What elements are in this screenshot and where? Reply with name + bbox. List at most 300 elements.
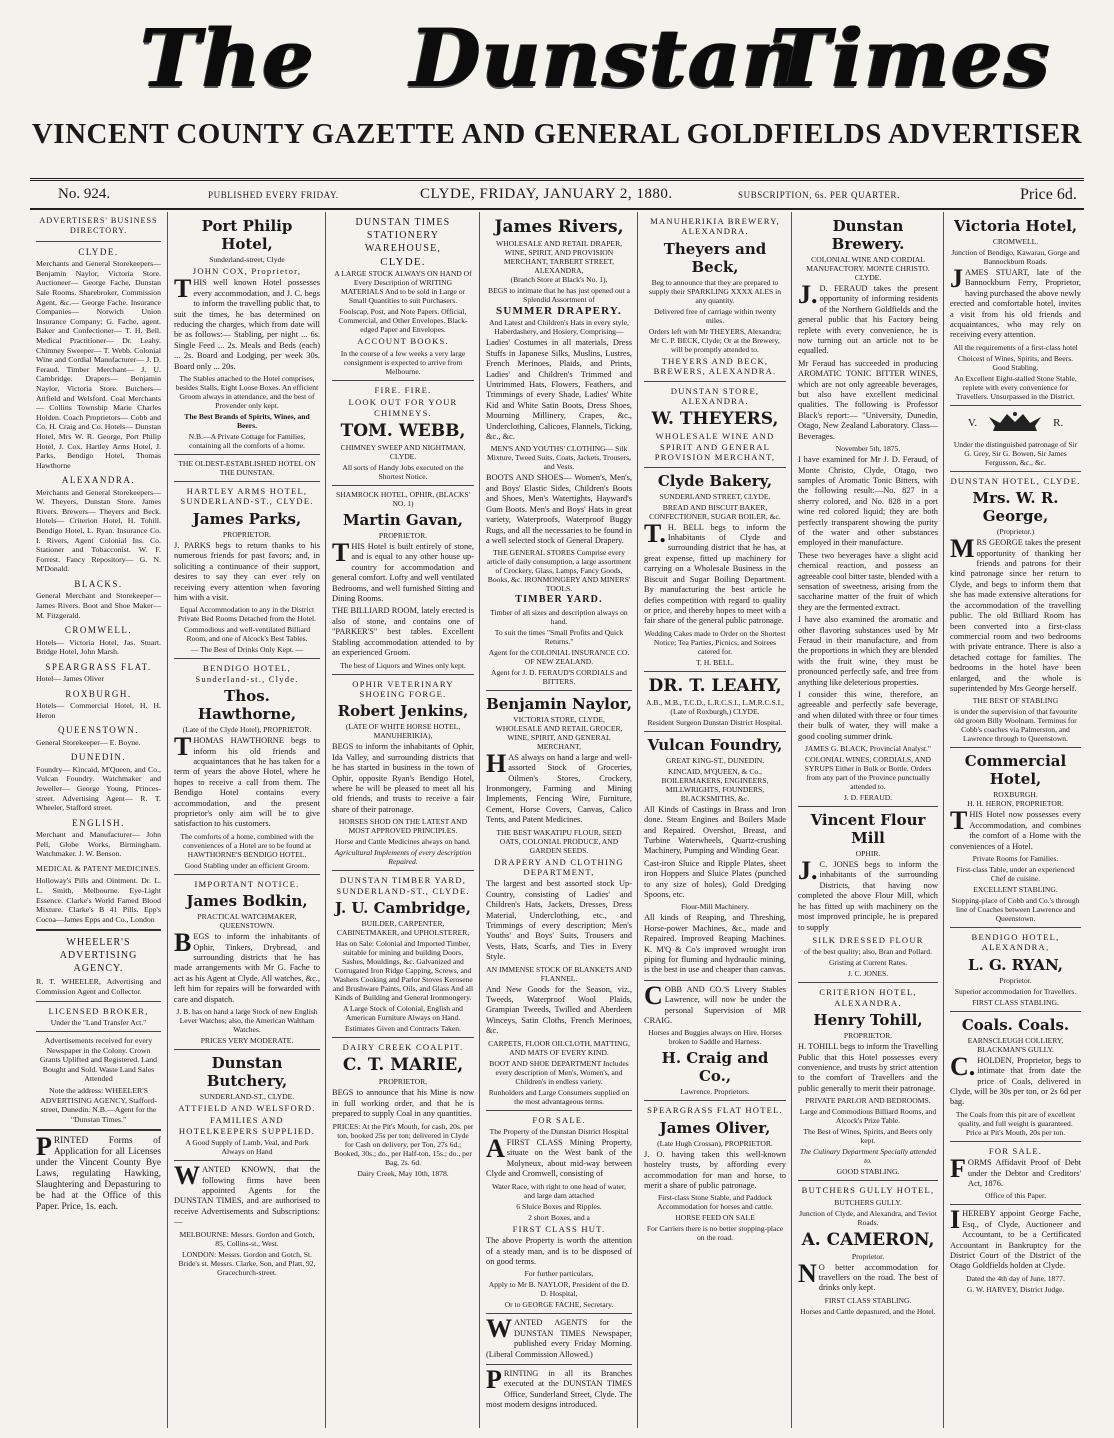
column-2 (167, 212, 324, 1428)
divider (36, 1001, 161, 1002)
vulcan-title: Vulcan Foundry, (647, 735, 783, 754)
wedding-cakes: Wedding Cakes made to Order on the Shortest Notice; Tea Parties, Picnics, and Soirees catered for. (644, 628, 786, 656)
stuart-stable: An Excellent Eight-stalled Stone Stable, replete with every convenience for Travellers. Unsurpassed in the District. (954, 373, 1077, 401)
black-sign: JAMES G. BLACK, Provincial Analyst." (804, 744, 932, 754)
dir-clyde-text: Merchants and General Storekeepers— Benjamin Naylor, Victoria Store. Auctioneer— George Fache, Dunstan Sale Rooms. Sharebroker, Commission Agent, &c.— George Fache. Insurance Companies— Norwich Union Insurance Company; G. Fache, agent. Baker and Confectioner— T. H. Bell. Medical Practitioner— Dr. Leahy. Chimney Sweeper— T. Webb. Colonial Wine and Cordial Manufacturer— J. D. Feraud. Timber Merchant— J. U. Cambridge. Drapers— Benjamin Naylor, Victoria Store. Butchers— Attfield and Welsford. Coal Merchants— Collins Township Marie Charles Holden. Coach Proprietors— Cobb and Co. H. Craig and Co. Hotels— Dunstan Hotel, Mrs W. R. George, Port Philip Hotel, J. Cox, Hartley Arms Hotel, J. Parks, Bendigo Hotel, Thomas Hawthorne (36, 259, 161, 470)
property-text: The above Property is worth the attention of a steady man, and is to be disposed of on good terms. (486, 1236, 632, 1266)
hawthorne-stabling: Good Stabling under an efficient Groom. (184, 860, 310, 870)
column-5 (637, 212, 790, 1428)
wheeler-adverts: Advertisements received for every Newspaper in the Colony. Crown Grants Uplifted and Registered. Land Bought and Sold. Waste Land Sales Attended (39, 1035, 158, 1084)
bell-sign: T. H. BELL. (695, 657, 735, 667)
marie-proprietor: PROPRIETOR, (378, 1077, 428, 1087)
naylor-carpets: CARPETS, FLOOR OILCLOTH, MATTING, AND MATS OF EVERY KIND. (488, 1038, 630, 1057)
feraud-text-5: I have also examined the aromatic and other flavoring substances used by Mr Feraud in their manufacture, and from the proportions in which they are blended with the fruit wine, they must be pronounced perfectly safe, and free from anything like deleterious properties. (798, 615, 938, 687)
divider (36, 1031, 161, 1032)
licensed-broker: LICENSED BROKER, (48, 1005, 149, 1016)
marie-date: Dairy Creek, May 10th, 1878. (357, 1168, 449, 1178)
dir-head-english: ENGLISH. (72, 817, 125, 828)
emblem-v: V. (967, 416, 978, 429)
dir-head-roxburgh: ROXBURGH. (65, 688, 132, 699)
feraud-date: November 5th, 1875. (835, 444, 901, 454)
land-transfer-act: Under the "Land Transfer Act." (50, 1017, 147, 1027)
dunstan-brewery-subtitle: COLONIAL WINE AND CORDIAL MANUFACTORY. MONTE CHRISTO. CLYDE. (806, 255, 930, 282)
divider (950, 1141, 1081, 1142)
butchery-text: A Good Supply of Lamb, Veal, and Pork Always on Hand (185, 1138, 309, 1157)
divider (644, 980, 786, 981)
divider (798, 982, 938, 983)
commercial-stabling: EXCELLENT STABLING. (973, 884, 1058, 894)
naylor-boots: BOOT AND SHOE DEPARTMENT Includes every description of Men's, Women's, and Children's in endless variety. (489, 1058, 629, 1086)
flour-mill-title: Vincent Flour Mill (810, 811, 926, 848)
column-1 (30, 212, 165, 1428)
dir-dunedin-text: Foundry— Kincaid, M'Queen, and Co., Vulcan Foundry. Watchmaker and Jeweller— George Young, Princes-street. Advertising Agent— R. T. Wheeler, Stafford street. (36, 764, 161, 813)
rivers-mens: MEN'S AND YOUTHS' CLOTHING— Silk Mixture, Tweed Suits, Coats, Jackets, Trousers, and Vests. (486, 444, 632, 472)
cambridge-subtitle: BUILDER, CARPENTER, CABINETMAKER, and UPHOLSTERER, (336, 918, 470, 937)
gristing: Gristing at Current Rates. (828, 958, 908, 968)
martin-gavan-proprietor: PROPRIETOR. (378, 531, 428, 541)
first-class-hut: FIRST CLASS HUT. (512, 1223, 606, 1234)
butchery-names: ATTFIELD AND WELSFORD. (178, 1103, 316, 1114)
divider (36, 241, 161, 242)
dir-alexandra-text: Merchants and General Storekeepers— W. Theyers, Dunstan Store. James Rivers. Brewers— Theyers and Beck. Hotels— Criterion Hotel, H. Tohill. Bendigo Hotel, L. Ryan. Insurance Co. I. Rivers, Agent Colonial Ins. Co. Stationer and Tobacconist. W. F. Forrest. Fancy Repository— G. N. M'Donald. (36, 487, 161, 574)
robert-jenkins-title: Robert Jenkins, (337, 702, 469, 721)
cameron-proprietor: Proprietor. (851, 1251, 885, 1261)
tohill-proprietor: PROPRIETOR. (843, 1031, 893, 1041)
forms-text: FORMS Affidavit Proof of Debt under the Debtor and Creditors' Act, 1876. (950, 1154, 1081, 1189)
cattle-medicines: Horse and Cattle Medicines always on hand. (335, 837, 471, 847)
flour-mill-location: OPHIR. (855, 849, 881, 859)
butchery-title: Dunstan Butchery, (206, 1054, 288, 1091)
dateline (30, 186, 1084, 206)
horses-shod: HORSES SHOD ON THE LATEST AND MOST APPROVED PRINCIPLES. (338, 817, 468, 836)
george-stabling: THE BEST OF STABLING (972, 696, 1059, 706)
dir-blacks-text: General Merchant and Storekeeper— James Rivers. Boot and Shoe Maker— M. Fitzgerald. (36, 591, 161, 620)
divider (332, 870, 474, 871)
shamrock-billiard: THE BILLIARD ROOM, lately erected is also of stone, and contains one of "PARKER'S" best tables. Excellent Stabling accommodation attended to by an experienced Groom. (332, 606, 474, 658)
dir-english-text: Merchant and Manufacturer— John Pell, Globe Works, Birmingham. Watchmaker. J. W. Benson. (36, 830, 161, 859)
divider (950, 1011, 1081, 1012)
masthead-word-times: Times (770, 11, 1051, 105)
printed-forms-notice: PRINTED Forms of Application for all Licenses under the Vincent County Bye Laws, regulating Hawking, Slaughtering and Depasturing to be had at the Office of this Paper. Price, 1s. each. (36, 1132, 161, 1213)
hospital-property: The Property of the Dunstan District Hospital (489, 1127, 629, 1137)
bodkin-title: James Bodkin, (186, 892, 308, 911)
wanted-known-text: WANTED KNOWN, that the following firms have been appointed Agents for the DUNSTAN TIMES, and are authorised to receive Advertisements and Subscriptions:— (174, 1161, 320, 1227)
robert-jenkins-subtitle: (LATE OF WHITE HORSE HOTEL, MANUHERIKIA), (345, 722, 461, 741)
divider (486, 1364, 632, 1365)
cameron-title: A. CAMERON, (801, 1229, 935, 1250)
divider (486, 1110, 632, 1111)
robert-jenkins-text: BEGS to inform the inhabitants of Ophir, Ida Valley, and surrounding districts that he has started in business in the town of Ophir, opposite Ryan's Bendigo Hotel, where he will be pleased to meet all his old friends, and trusts to receive a fair share of their patronage. (332, 742, 474, 814)
naylor-store: VICTORIA STORE, CLYDE, (513, 714, 605, 724)
bendigo-caption: BENDIGO HOTEL, Sunderland-st., Clyde. (195, 663, 299, 684)
james-parks-title: James Parks, (192, 509, 302, 528)
clyde-bakery-trade: BREAD AND BISCUIT BAKER, CONFECTIONER, SUGAR BOILER, &c. (649, 502, 781, 521)
george-text: MRS GEORGE takes the present opportunity of thanking her friends and patrons for their kind patronage since her return to Clyde, and begs to inform them that she has made extensive alterations for the accommodation of the travelling public. The old Billiard Room has been converted into a first-class commercial room and two bedrooms with private entrance. There is also a detached cottage for families. The bedrooms in the hotel have been enlarged, and the whole is superintended by Mrs George herself. (950, 534, 1081, 693)
divider (36, 929, 161, 931)
rivers-suit: To suit the times "Small Profits and Quick Returns." (494, 627, 624, 646)
cambridge-estimates: Estimates Given and Contracts Taken. (345, 1023, 461, 1033)
divider (174, 1049, 320, 1050)
apply-fache: Or to GEORGE FACHE, Secretary. (504, 1300, 614, 1310)
theyers-beck-title: Theyers and Beck, (663, 239, 767, 276)
naylor-runholders: Runholders and Large Consumers supplied on the most advantageous terms. (488, 1087, 630, 1106)
coalpit-caption: DAIRY CREEK COALPIT. (342, 1041, 464, 1052)
craig-proprietors: Lawrence. Proprietors. (680, 1087, 750, 1097)
apply-naylor: Apply to Mr B. NAYLOR, President of the D. D. Hospital, (488, 1280, 630, 1299)
jones-text-2: of the best quality; also, Bran and Pollard. (803, 947, 932, 957)
naylor-drapery-text: The largest and best assorted stock Up-Country, consisting of Ladies' and Children's Hats, Jackets, Dresses, Dress Material, Underclothing, etc., and Trimmings of every description; Men's Youths' and Boys' Suits, Trousers and Vests, Hats, Scarfs, and Ties in Every Style. (486, 879, 632, 962)
bodkin-prices: PRICES VERY MODERATE. (200, 1036, 294, 1046)
divider (644, 671, 786, 672)
vulcan-flour-mill: Flour-Mill Machinery. (680, 902, 750, 912)
short-boxes: 2 short Boxes, and a (528, 1212, 590, 1222)
divider (644, 1100, 786, 1101)
port-philip-text: THIS well known Hotel possesses every accommodation, and J. C. begs to inform the travelling public that, to suit the times, he has determined on reducing the charges, which from date will be as follows:— Stabling, per night ... 6s. Single Feed ... 2s. Meals and Beds (each) ... 2s. Board and Lodging, per week 30s. Board only ... 20s. (174, 274, 320, 371)
divider (644, 467, 786, 468)
masthead-word-dunstan: Dunstan (410, 11, 802, 105)
divider (174, 874, 320, 875)
ophir-forge-caption: OPHIR VETERINARY SHOEING FORGE. (352, 678, 454, 699)
hartley-heading: THE OLDEST-ESTABLISHED HOTEL ON THE DUNSTAN. (178, 459, 316, 478)
water-race: Water Race, with right to one head of water, and large dam attached (491, 1181, 627, 1200)
divider (950, 1204, 1081, 1205)
vulcan-text-3: All kinds of Reaping, and Threshing, Horse-power Machines, &c., made and Repaired. Improved Reaping Machines. K. M'Q & Co's improved wrought iron piping for fluming and hydraulic mining, is the best in use and cheaper than canvas. (644, 913, 786, 975)
colliery-subtitle: EARNSCLEUGH COLLIERY, BLACKMAN'S GULLY. (967, 1035, 1064, 1054)
butchery-families: FAMILIES AND HOTELKEEPERS SUPPLIED. (178, 1115, 316, 1136)
naylor-blankets: AN IMMENSE STOCK OF BLANKETS AND FLANNEL. (486, 964, 632, 983)
rivers-timber-text: Timber of all sizes and description always on hand. (490, 607, 628, 626)
wanted-agents: WANTED AGENTS for the DUNSTAN TIMES Newspaper, published every Friday Morning. (Liberal Commission Allowed.) (486, 1314, 632, 1359)
rivers-branch: (Branch Store at Black's No. 1), (510, 275, 608, 284)
feraud-cordials: COLONIAL WINES, CORDIALS, AND SYRUPS Either in Bulk or Bottle. Orders from any part of the Province punctually attended to. (804, 755, 932, 792)
clyde-bakery-title: Clyde Bakery, (657, 471, 773, 490)
clyde-bakery-address: SUNDERLAND STREET, CLYDE. (659, 491, 771, 501)
naylor-subtitle: WHOLESALE AND RETAIL GROCER, WINE, SPIRIT, AND GENERAL MERCHANT, (495, 723, 623, 751)
martin-gavan-title: Martin Gavan, (342, 511, 464, 530)
divider (644, 731, 786, 732)
divider (950, 405, 1081, 406)
rivers-boots: BOOTS AND SHOES— Women's, Men's, and Boys' Elastic Sides, Children's Boots and Shoes, Men's Watertights, Hayward's Gum Boots. Men's and Boys' Hats in great variety, Waterproofs, Waterproof Buggy Rugs, and all the necessaries to be found in a well selected stock of General Drapery. (486, 473, 632, 545)
divider (798, 1180, 938, 1181)
important-notice: IMPORTANT NOTICE. (194, 878, 300, 889)
stationery-text: A LARGE STOCK ALWAYS ON HAND Of Every Description of WRITING MATERIALS And to be sold in Large or Small Quantities to suit Purchasers. (334, 269, 472, 306)
divider (644, 381, 786, 382)
theyers-beck-text: Beg to announce that they are prepared to supply their SPARKLING XXXX ALES in any quantity. (649, 277, 781, 305)
stationery-text-3: In the course of a few weeks a very large consignment is expected to arrive from Melbourne. (340, 348, 466, 376)
port-philip-address: Sunderland-street, Clyde (209, 255, 285, 264)
royal-emblem (950, 410, 1081, 436)
port-philip-proprietor: JOHN COX, Proprietor, (192, 266, 302, 276)
cambridge-title: J. U. Cambridge, (335, 898, 471, 917)
holden-text-2: The Coals from this pit are of excellent quality, and full weight is guaranteed. Price at Pit's Mouth, 20s per ton. (955, 1109, 1076, 1137)
top-rule (30, 178, 1084, 181)
masthead-word-the: The (140, 11, 315, 105)
dir-head-speargrass: SPEARGRASS FLAT. (45, 661, 152, 672)
oliver-proprietor: (Late Hugh Crossan), PROPRIETOR. (657, 1138, 773, 1148)
issue-date: CLYDE, FRIDAY, JANUARY 2, 1880. (420, 186, 673, 202)
hawthorne-proprietor: (Late of the Clyde Hotel), PROPRIETOR. (182, 725, 312, 735)
leahy-title: DR. T. LEAHY, (648, 675, 782, 696)
stuart-choice: Choicest of Wines, Spirits, and Beers. Good Stabling. (957, 353, 1074, 372)
marie-title: C. T. MARIE, (342, 1055, 464, 1076)
victoria-hotel-location: CROMWELL. (992, 237, 1039, 246)
hawthorne-title: Thos. Hawthorne, (197, 687, 297, 724)
ryan-text: Superior accommodation for Travellers. (954, 986, 1077, 996)
leahy-text: Resident Surgeon Dunstan District Hospital. (647, 717, 783, 727)
subscription: SUBSCRIPTION, 6s. PER QUARTER. (738, 190, 900, 200)
dir-roxburgh-text: Hotels— Commercial Hotel, H. H. Heron (36, 701, 161, 720)
harvey-text: IHEREBY appoint George Fache, Esq., of Clyde, Auctioneer and Accountant, to be a Certificated Accountant in Bankruptcy for the District Court of the District of the Otago Goldfields holden at Clyde. (950, 1205, 1081, 1271)
divider (950, 747, 1081, 748)
ryan-stabling: FIRST CLASS STABLING. (972, 997, 1059, 1007)
feraud-text-3: I have examined for Mr J. D. Feraud, of Monte Christo, Clyde, Otago, two samples of Aromatic Tonic Bitters, with the following result:—No. 827 in a sherry colored, and No. 828 in a port wine red colored liquid; they are both perfectly transparent showing the purity of the water and other substances employed in their manufacture. (798, 455, 938, 548)
publication-frequency: PUBLISHED EVERY FRIDAY. (208, 190, 339, 200)
stationery-clyde: CLYDE. (380, 256, 426, 268)
tohill-stabling: GOOD STABLING. (836, 1167, 900, 1177)
harvey-sign: G. W. HARVEY, District Judge. (966, 1284, 1065, 1294)
for-sale-heading: FOR SALE. (532, 1114, 586, 1125)
tom-webb-subtitle: CHIMNEY SWEEP AND NIGHTMAN, CLYDE. (340, 443, 466, 462)
theyers-beck-orders: Orders left with Mr THEYERS, Alexandra; Mr C. P. BECK, Clyde; Or at the Brewery, will be promptly attended to. (648, 326, 782, 354)
divider (950, 927, 1081, 928)
naylor-text-2: THE BEST WAKATIPU FLOUR, SEED OATS, COLONIAL PRODUCE, AND GARDEN SEEDS. (496, 827, 622, 855)
jones-text: J.C. JONES begs to inform the inhabitants of the surrounding Districts, that having now completed the above Flour Mill, which he has fitted up with machinery on the most improved principle, he is prepared to supply (798, 856, 938, 932)
emblem-r: R. (1053, 416, 1064, 429)
forms-office: Office of this Paper. (984, 1191, 1047, 1201)
dir-head-medical: MEDICAL & PATENT MEDICINES. (36, 863, 161, 873)
rivers-timber: TIMBER YARD. (515, 594, 603, 606)
naylor-title: Benjamin Naylor, (486, 694, 632, 713)
tom-webb-title: TOM. WEBB, (340, 421, 466, 442)
brewery-caption: MANUHERIKIA BREWERY, ALEXANDRA. (650, 216, 780, 237)
dir-cromwell-text: Hotels— Victoria Hotel, Jas. Stuart. Bridge Hotel, John Marsh. (36, 637, 161, 657)
columns (30, 212, 1084, 1428)
rivers-text-3: Ladies' Costumes in all materials, Dress Stuffs in Japanese Silks, Muslins, Lustres, French Merinoes, Plaids, and Prints, Ladies' and Children's Trimmed and Untrimmed Hats, Flowers, Feathers, and Trimmings of every Shade, Ladies' White Kid and White Satin Boots, Dress Shoes, Mourning Millinery, Crapes, &c., Underclothing, Calicoes, Flannels, Ticking, &c., &c. (486, 338, 632, 442)
victoria-hotel-title: Victoria Hotel, (953, 217, 1078, 235)
ryan-title: L. G. RYAN, (967, 955, 1064, 974)
stationery-title: DUNSTAN TIMES STATIONERY WAREHOUSE, (355, 217, 451, 254)
hawthorne-text-2: The comforts of a home, combined with the conveniences of a Hotel are to be found at HAWTHORNE'S BENDIGO HOTEL. (180, 831, 314, 859)
directory-title: ADVERTISERS' BUSINESS DIRECTORY. (39, 216, 158, 236)
dunstan-store-caption: DUNSTAN STORE, ALEXANDRA. (670, 385, 760, 407)
divider (332, 485, 474, 486)
feraud-sign: J. D. FERAUD. (843, 793, 893, 803)
divider (332, 1037, 474, 1038)
patronage-text: Under the distinguished patronage of Sir G. Grey, Sir G. Bowen, Sir James Fergusson, &c., &c. (953, 439, 1078, 467)
divider (174, 481, 320, 482)
port-philip-brands: The Best Brands of Spirits, Wines, and Beers. (184, 412, 310, 431)
dateline-rule (30, 208, 1084, 210)
feraud-text-2: Mr Feraud has succeeded in producing AROMATIC TONIC BITTER WINES, which are not only agreeable beverages, but also have excellent medicinal qualities. The following is Professor Black's report:— "University, Dunedin, Otago, New Zealand Laboratory. Class—Beverages. (798, 358, 938, 441)
column-7 (943, 212, 1085, 1428)
w-theyers-subtitle: WHOLESALE WINE AND SPIRIT AND GENERAL PROVISION MERCHANT, (654, 431, 776, 463)
cambridge-furniture: A Large Stock of Colonial, English and American Furniture Always on Hand. (343, 1003, 463, 1022)
stationery-text-2: Foolscap, Post, and Note Papers. Official, Commercial, and Other Envelopes. Black-edged Paper and Envelopes. (338, 307, 468, 335)
cameron-horses: Horses and Cattle depastured, and the Hotel. (800, 1306, 936, 1316)
silk-dressed-flour: SILK DRESSED FLOUR (812, 934, 924, 945)
commercial-location: ROXBURGH. (993, 790, 1038, 800)
oliver-text-2: First-class Stone Stable, and Paddock Accommodation for horses and cattle. (657, 1193, 773, 1212)
commercial-table: First-class Table, under an experienced Chef de cuisine. (956, 864, 1075, 883)
port-philip-nb: N.B.—A Private Cottage for Families, containing all the comforts of a home. (188, 432, 306, 451)
naylor-goods: And New Goods for the Season, viz., Tweeds, Waterproof Wool Plaids, Grampian Tweeds, Twilled and Aberdeen Winceys, Satin Cloths, French Merinoes, &c. (486, 984, 632, 1036)
masthead (30, 8, 1084, 108)
tohill-billiard: Large and Commodious Billiard Rooms, and Alcock's Prize Table. (799, 1107, 937, 1126)
vulcan-text: All Kinds of Castings in Brass and Iron done. Steam Engines and Boilers Made and Repaired. Overshot, Breast, and Turbine Waterwheels, Quartz-crushing Machinery, Pumping and Winding Gear. (644, 804, 786, 856)
cameron-stabling: FIRST CLASS STABLING. (824, 1295, 912, 1305)
naylor-drapery: DRAPERY AND CLOTHING DEPARTMENT, (494, 856, 624, 877)
butchery-address: SUNDERLAND-ST., CLYDE. (199, 1092, 295, 1102)
hawthorne-text: THOMAS HAWTHORNE begs to inform his old friends and acquaintances that he has taken for a term of years the above Hotel, where he hopes to receive a call from them. The Bendigo Hotel contains every accommodation, and the present proprietor's only aim will be to give satisfaction to his customers. (174, 732, 320, 829)
sluice-boxes: 6 Sluice Boxes and Ripples. (516, 1201, 602, 1211)
rivers-text-2: And Latest and Children's Hats in every style, Haberdashery, and Hosiery, Comprising— (489, 318, 629, 337)
jones-sign: J. C. JONES. (847, 969, 889, 979)
wheeler-text: R. T. WHEELER, Advertising and Commission Agent and Collector. (36, 977, 161, 996)
craig-title: H. Craig and Co., (661, 1049, 769, 1086)
chimneys-heading: LOOK OUT FOR YOUR CHIMNEYS. (348, 397, 458, 418)
tom-webb-text: All sorts of Handy Jobs executed on the Shortest Notice. (342, 463, 464, 482)
divider (486, 690, 632, 691)
feraud-text-6: I consider this wine, therefore, an agreeable and perfectly safe beverage, and when diluted with three or four times their bulk of water, they will make a good cooling summer drink. (798, 690, 938, 741)
shamrock-liquors: The best of Liquors and Wines only kept. (340, 660, 466, 670)
tohill-culinary: The Culinary Department Specially attended to. (799, 1147, 937, 1166)
bodkin-text-2: J. B. has on hand a large Stock of new English Lever Watches; also, the American Waltham Watches. (176, 1007, 318, 1035)
tohill-title: Henry Tohill, (813, 1011, 923, 1030)
marie-text: BEGS to announce that his Mine is now in full working order, and that he is prepared to supply Coal in any quantities. (332, 1088, 474, 1119)
w-theyers-title: W. THEYERS, (651, 409, 779, 430)
rivers-title: James Rivers, (494, 217, 624, 237)
holden-text: C.HOLDEN, Proprietor, begs to intimate that from date the price of Coals, delivered in Clyde, will be 30s per ton, or 2s 6d per bag. (950, 1051, 1081, 1107)
dunstan-hotel-caption: DUNSTAN HOTEL, CLYDE. (950, 475, 1081, 486)
divider (174, 454, 320, 455)
forms-for-sale: FOR SALE. (988, 1145, 1043, 1156)
horse-feed: HORSE FEED ON SALE (675, 1213, 755, 1223)
dir-head-alexandra: ALEXANDRA. (61, 475, 136, 486)
cameron-text: NO better accommodation for travellers on the road. The best of drinks only kept. (798, 1258, 938, 1293)
further-particulars: For further particulars, (524, 1269, 594, 1279)
ryan-proprietor: Proprietor. (999, 975, 1032, 985)
butchers-gully-text: Junction of Clyde, and Alexandra, and Teviot Roads. (799, 1208, 937, 1227)
vulcan-address: GREAT KING-ST., DUNEDIN. (665, 755, 765, 765)
cobb-co-text-2: Horses and Buggies always on Hire. Horses broken to Saddle and Harness. (648, 1028, 782, 1047)
dir-head-cromwell: CROMWELL. (64, 625, 133, 636)
port-philip-stables: The Stables attached to the Hotel comprises, besides Stalls, Eight Loose Boxes. An efficient Groom always in attendance, and the best of Provender only kept. (175, 374, 319, 411)
commercial-proprietor: H. H. HERON, PROPRIETOR. (967, 799, 1064, 809)
james-parks-proprietor: PROPRIETOR. (222, 529, 272, 539)
clyde-bakery-text: T.H. BELL begs to inform the Inhabitants of Clyde and surrounding district that he has, at great expense, fitted up machinery for carrying on a Wholesale Business in the Biscuit and Sugar Boiling Department. By manufacturing the best article he defies competition with regard to quality or price, and thereby hopes to meet with a fair share of the general public patronage. (644, 518, 786, 626)
dir-head-blacks: BLACKS. (74, 579, 123, 590)
fire-heading: FIRE. FIRE. (374, 384, 432, 395)
divider (174, 658, 320, 659)
bendigo-alex-caption: BENDIGO HOTEL, ALEXANDRA, (971, 931, 1060, 953)
commercial-text: THIS Hotel now possesses every Accommodation, and combines the comfort of a Home with the conveniences of a Hotel. (950, 806, 1081, 851)
price: Price 6d. (1020, 186, 1077, 203)
rivers-subtitle: WHOLESALE AND RETAIL DRAPER, WINE, SPIRIT, AND PROVISION MERCHANT, TARBERT STREET, ALEXANDRA, (495, 239, 623, 275)
divider (332, 380, 474, 381)
issue-number: No. 924. (58, 186, 111, 202)
stuart-requirements: All the requirements of a first-class hotel (953, 342, 1078, 352)
james-parks-drinks: — The Best of Drinks Only Kept. — (190, 645, 304, 655)
coals-title: Coals. Coals. (961, 1015, 1070, 1034)
dir-medical-text: Holloway's Pills and Ointment. Dr. L. L. Smith, Melbourne. Eye-Light Essence. Clarke's World Famed Blood Mixture. Clarke's B 41 Pills. Epp's Cocoa—James Epps and Co., London (36, 876, 161, 924)
mining-property-text: AFIRST CLASS Mining Property, situate on the West bank of the Molyneux, about mid-way between Clyde and Cromwell, consisting of (486, 1134, 632, 1179)
agents-london: LONDON: Messrs. Gordon and Gotch, St. Bride's st. Messrs. Clarke, Son, and Platt, 92, Gracechurch-street. (178, 1249, 316, 1277)
butchers-gully-sub: BUTCHERS GULLY. (834, 1197, 902, 1207)
divider (332, 674, 474, 675)
commercial-title: Commercial Hotel, (964, 752, 1067, 789)
subtitle: VINCENT COUNTY GAZETTE AND GENERAL GOLDFIELDS ADVERTISER (31, 118, 1083, 150)
dir-head-dunedin: DUNEDIN. (70, 752, 127, 763)
port-philip-title: Port Philip Hotel, (201, 217, 293, 253)
cobb-co-text: COBB AND CO.'S Livery Stables Lawrence, will now be under the personal Supervision of MR CRAIG. (644, 980, 786, 1026)
wheeler-address: Note the address: WHEELER'S ADVERTISING AGENCY, Stafford-street, Dunedin. N.B.—Agent for the "Dunstan Times." (40, 1085, 157, 1124)
rivers-text: BEGS to intimate that he has just opened out a Splendid Assortment of (488, 286, 630, 304)
divider (950, 471, 1081, 472)
commercial-text-2: Stopping-place of Cobb and Co.'s through line of Coaches between Lawrence and Queenstown. (951, 895, 1080, 923)
butchers-gully-caption: BUTCHERS GULLY HOTEL, (801, 1185, 935, 1196)
rivers-agent: Agent for the COLONIAL INSURANCE CO. OF NEW ZEALAND. (488, 647, 630, 666)
rivers-agent-2: Agent for J. D. FERAUD'S CORDIALS and BITTERS. (491, 667, 627, 686)
stuart-text: JAMES STUART, late of the Bannockburn Ferry, Proprietor, having purchased the above newly erected and comfortable hotel, invites a visit from his old friends and acquaintances, who may rely on receiving every attention. (950, 264, 1081, 340)
james-parks-text: J. PARKS begs to return thanks to his numerous friends for past favors; and, in soliciting a continuance of their support, desires to say they can ever rely on receiving every attention when favoring him with a visit. (174, 540, 320, 602)
dir-speargrass-text: Hotel— James Oliver (36, 674, 104, 684)
victoria-hotel-junction: Junction of Bendigo, Kawarau, Gorge and Bannockburn Roads. (951, 248, 1080, 266)
crown-icon (985, 411, 1045, 435)
hartley-caption: HARTLEY ARMS HOTEL, SUNDERLAND-ST., CLYDE. (180, 486, 314, 507)
timber-yard-caption: DUNSTAN TIMBER YARD, SUNDERLAND-ST., CLYDE. (336, 875, 470, 896)
summer-drapery: SUMMER DRAPERY. (496, 305, 622, 317)
rivers-general: THE GENERAL STORES Comprise every article of daily consumption, a large assortment of Crockery, Glass, Lamps, Fancy Goods, Books, &c. IRONMONGERY AND MINERS' TOOLS. (486, 548, 632, 594)
feraud-text: J.D. FERAUD takes the present opportunity of informing residents of the Northern Goldfields and the general public that his Factory being replete with every convenience, he is now turning out an article not to be equalled. (798, 280, 938, 356)
cambridge-text: Has on Sale: Colonial and Imported Timber, suitable for mining and building Doors, Sashes, Mouldings, &c. Galvanized and Corrugated Iron Ridge Capping, Screws, and Washers Cooking and Parlor Stoves Kerosene and Brushware Paints, Oils, and Glass And all Kinds of Building and General Ironmongery. (332, 938, 474, 1002)
criterion-caption: CRITERION HOTEL, ALEXANDRA. (819, 987, 917, 1008)
vulcan-text-2: Cast-iron Sluice and Ripple Plates, sheet iron Hoppers and Sluice Plates (punched to any size of holes), Gold Dredging Spoons, etc. (644, 858, 786, 899)
printing-notice: PRINTING in all its Branches executed at the DUNSTAN TIMES Office, Sunderland Street, Clyde. The most modern designs introduced. (486, 1364, 632, 1410)
tohill-text: H. TOHILL begs to inform the Travelling Public that this Hotel possesses every convenience, and trusts by strict attention to the comfort of Travellers and the public generally to merit their patronage. (798, 1042, 938, 1093)
george-text-2: is under the supervision of that favourite old groom Billy Woolnam. Terminus for Cobb's coaches via Palmerston, and Lawrence through to Queenstown. (953, 707, 1078, 744)
naylor-text: HAS always on hand a large and well-assorted Stock of Groceries, Oilmen's Stores, Crockery, Ironmongery, Farming and Mining Implements, Fencing Wire, Furniture, Cement, Horse Covers, Canvas, Calico Tents, and Patent Medicines. (486, 748, 632, 825)
speargrass-caption: SPEARGRASS FLAT HOTEL. (647, 1105, 783, 1116)
shamrock-caption: SHAMROCK HOTEL, OPHIR, (BLACKS' NO. 1) (335, 490, 471, 509)
james-parks-billiard: Commodious and well-ventilated Billiard Room, and one of Alcock's Best Tables. (183, 625, 311, 644)
leahy-subtitle: A.B., M.B., T.C.D., L.R.C.S.I., L.M.R.C.S.I., (Late of Roxburgh,) CLYDE. (646, 697, 784, 716)
bodkin-text: BEGS to inform the inhabitants of Ophir, Tinkers, Drybread, and surrounding districts that he has made arrangements with Mr G. Fache to act as his Agent at Clyde. All watches, &c., left him for repairs will be forwarded with care and dispatch. (174, 928, 320, 1004)
agri-implements: Agricultural Implements of every description Repaired. (334, 848, 472, 867)
tohill-parlor: PRIVATE PARLOR AND BEDROOMS. (805, 1096, 931, 1106)
oliver-text: J. O. having taken this well-known hostelry trusts, by affording every accommodation for man and horse, to merit a share of public patronage. (644, 1149, 786, 1191)
dir-head-queenstown: QUEENSTOWN. (57, 725, 140, 736)
james-parks-accommodation: Equal Accommodation to any in the District Private Bed Rooms Detached from the Hotel. (177, 605, 317, 624)
bodkin-subtitle: PRACTICAL WATCHMAKER, QUEENSTOWN. (197, 912, 297, 931)
feraud-text-4: These two beverages have a slight acid chemical reaction, and possess an agreeable cool bitter taste, blended with a sensation of sweetness, arising from the saccharine matter of the fruit of which they are the fermented extract. (798, 550, 938, 612)
dir-queenstown-text: General Storekeeper— E. Boyne. (36, 737, 141, 747)
dunstan-brewery-title: Dunstan Brewery. (831, 217, 905, 253)
george-title: Mrs. W. R. George, (972, 489, 1059, 526)
agents-melbourne: MELBOURNE: Messrs. Gordon and Gotch, 85, Collins-st., West. (179, 1229, 315, 1248)
column-4 (479, 212, 636, 1428)
harvey-date: Dated the 4th day of June, 1877. (966, 1273, 1065, 1283)
commercial-rooms: Private Rooms for Families. (972, 853, 1059, 863)
dir-head-clyde: CLYDE. (78, 246, 119, 257)
tohill-best: The Best of Wines, Spirits, and Beers only kept. (803, 1127, 933, 1146)
account-books: ACCOUNT BOOKS. (357, 336, 449, 347)
divider (36, 1129, 161, 1131)
divider (798, 806, 938, 807)
george-proprietor: (Proprietor.) (996, 527, 1035, 537)
marie-prices: PRICES: At the Pit's Mouth, for cash, 20s. per ton, booked 25s per ton; delivered in Clyde for Cash on delivery, per Ton, 27s 6d.; Booked, 30s.; do., per Half-ton, 15s.; do., per Bag, 2s. 6d. (332, 1121, 474, 1167)
column-3 (325, 212, 478, 1428)
shamrock-text: THIS Hotel is built entirely of stone, and is equal to any other house up-country for accommodation and general comfort. Lofty and well ventilated Bedrooms, and well furnished Sitting and Dining Rooms. (332, 538, 474, 604)
